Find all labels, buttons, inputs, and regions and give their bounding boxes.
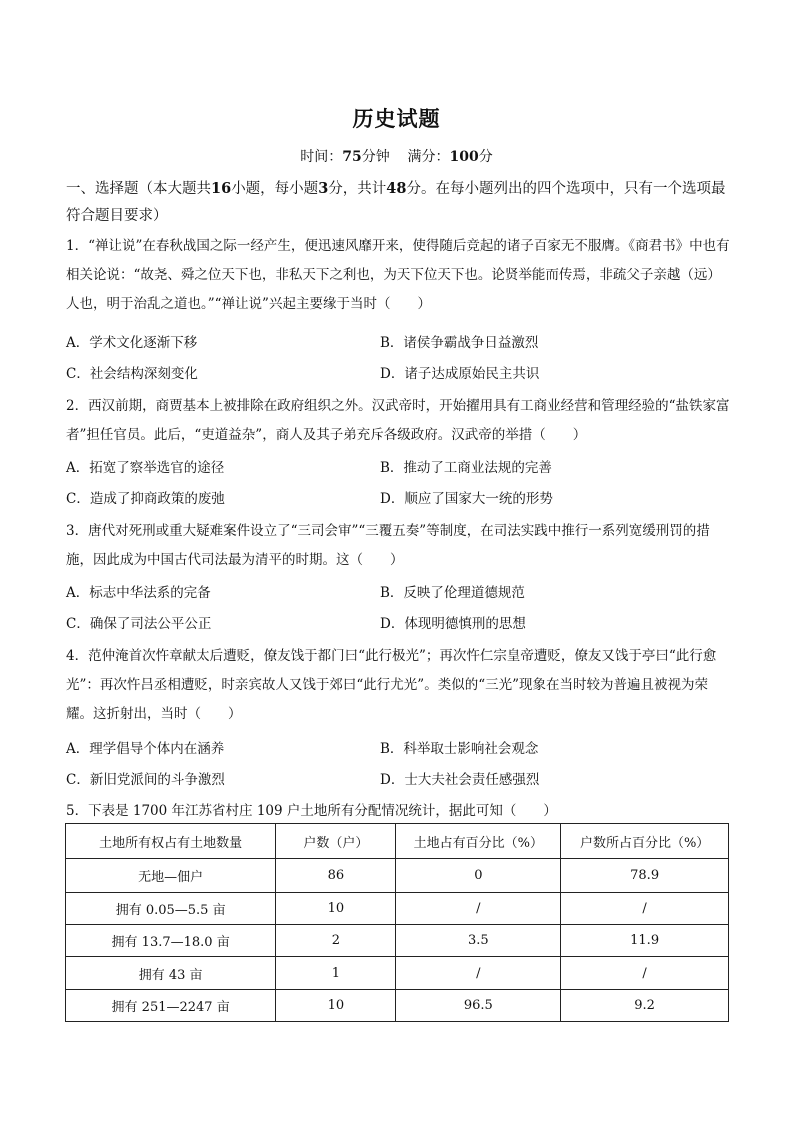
q2-option-b[interactable]: B．推动了工商业法规的完善: [380, 460, 552, 476]
page-title: 历史试题: [352, 106, 441, 131]
table-cell: /: [396, 957, 561, 990]
q3-option-a[interactable]: A．标志中华法系的完备: [66, 585, 211, 601]
table-row: [66, 859, 729, 893]
q1-option-a[interactable]: A．学术文化逐渐下移: [66, 335, 198, 351]
table-cell: 1: [276, 957, 396, 990]
section-heading: [66, 175, 730, 230]
time-unit: 分钟: [361, 149, 390, 165]
table-header: 户数所占百分比（%）: [561, 824, 729, 859]
table-cell: 78.9: [561, 859, 729, 893]
question-5-stem: 5．下表是 1700 年江苏省村庄 109 户土地所有分配情况统计，据此可知（ ）: [66, 803, 557, 819]
table-cell: 10: [276, 990, 396, 1022]
table-header: 户数（户）: [276, 824, 396, 859]
question-4-stem: 4．范仲淹首次忤章献太后遭贬，僚友饯于都门曰“此行极光”；再次忤仁宗皇帝遭贬，僚友又饯于亭曰“此行愈光”：再次忤吕丞相遭贬，时亲宾故人又饯于郊曰“此行尤光”。类似的“三光”现象在当时较为普遍且被视为荣耀。这折射出，当时（ ）: [66, 648, 717, 722]
section-points-each: 3: [318, 180, 329, 197]
q1-option-b[interactable]: B．诸侯争霸战争日益激烈: [380, 335, 539, 351]
time-value: 75: [342, 149, 362, 165]
table-cell: 0: [396, 859, 561, 893]
table-cell: 9.2: [561, 990, 729, 1022]
table-row: [66, 957, 729, 990]
table-cell: 10: [276, 893, 396, 925]
table-header: 土地所有权占有土地数量: [66, 824, 276, 859]
q1-option-d[interactable]: D．诸子达成原始民主共识: [380, 366, 540, 382]
table-cell: 2: [276, 925, 396, 957]
score-value: 100: [449, 149, 479, 165]
q4-option-a[interactable]: A．理学倡导个体内在涵养: [66, 741, 225, 757]
table-cell: 拥有 251—2247 亩: [66, 990, 276, 1022]
table-cell: 无地—佃户: [66, 859, 276, 893]
table-row: [66, 925, 729, 957]
table-cell: 3.5: [396, 925, 561, 957]
section-points-total: 48: [386, 180, 407, 197]
table-header-row: [66, 824, 729, 859]
q4-option-b[interactable]: B．科举取士影响社会观念: [380, 741, 539, 757]
q2-option-c[interactable]: C．造成了抑商政策的废弛: [66, 491, 225, 507]
table-cell: /: [561, 957, 729, 990]
table-cell: 拥有 0.05—5.5 亩: [66, 893, 276, 925]
q4-option-c[interactable]: C．新旧党派间的斗争激烈: [66, 772, 225, 788]
section-text-1: 一、选择题（本大题共: [66, 181, 211, 197]
table-row: [66, 893, 729, 925]
table-cell: 拥有 13.7—18.0 亩: [66, 925, 276, 957]
table-cell: 11.9: [561, 925, 729, 957]
table-cell: /: [396, 893, 561, 925]
question-1-stem: 1．“禅让说”在春秋战国之际一经产生，便迅速风靡开来，使得随后竞起的诸子百家无不服膺。《商君书》中也有相关论说：“故尧、舜之位天下也，非私天下之利也，为天下位天下也。论贤举能而传焉，非疏父子亲越（远）人也，明于治乱之道也。”“禅让说”兴起主要缘于当时（ ）: [66, 238, 730, 312]
table-cell: /: [561, 893, 729, 925]
section-text-3: 分，共计: [328, 181, 387, 197]
section-text-2: 小题，每小题: [231, 181, 319, 197]
land-distribution-table: [65, 823, 729, 1022]
table-cell: 96.5: [396, 990, 561, 1022]
table-cell: 拥有 43 亩: [66, 957, 276, 990]
table-header: 土地占有百分比（%）: [396, 824, 561, 859]
section-count: 16: [211, 180, 232, 197]
table-row: [66, 990, 729, 1022]
table-cell: 86: [276, 859, 396, 893]
question-2-stem: 2．西汉前期，商贾基本上被排除在政府组织之外。汉武帝时，开始擢用具有工商业经营和管理经验的“盐铁家富者”担任官员。此后，“吏道益杂”，商人及其子弟充斥各级政府。汉武帝的举措（ ）: [66, 398, 730, 443]
question-3-stem: 3．唐代对死刑或重大疑难案件设立了“三司会审”“三覆五奏”等制度，在司法实践中推行一系列宽缓刑罚的措施，因此成为中国古代司法最为清平的时期。这（ ）: [66, 523, 710, 568]
q3-option-d[interactable]: D．体现明德慎刑的思想: [380, 616, 526, 632]
exam-info: [0, 146, 793, 166]
section-text-4: 分。在每小题列出的四个选项中，只有一个选项最符合题目要求）: [66, 181, 726, 224]
time-label: 时间：: [300, 149, 343, 165]
q2-option-d[interactable]: D．顺应了国家大一统的形势: [380, 491, 553, 507]
q2-option-a[interactable]: A．拓宽了察举选官的途径: [66, 460, 225, 476]
q4-option-d[interactable]: D．士大夫社会责任感强烈: [380, 772, 540, 788]
score-label: 满分：: [407, 149, 450, 165]
q1-option-c[interactable]: C．社会结构深刻变化: [66, 366, 198, 382]
q3-option-b[interactable]: B．反映了伦理道德规范: [380, 585, 525, 601]
score-unit: 分: [478, 149, 493, 165]
q3-option-c[interactable]: C．确保了司法公平公正: [66, 616, 212, 632]
